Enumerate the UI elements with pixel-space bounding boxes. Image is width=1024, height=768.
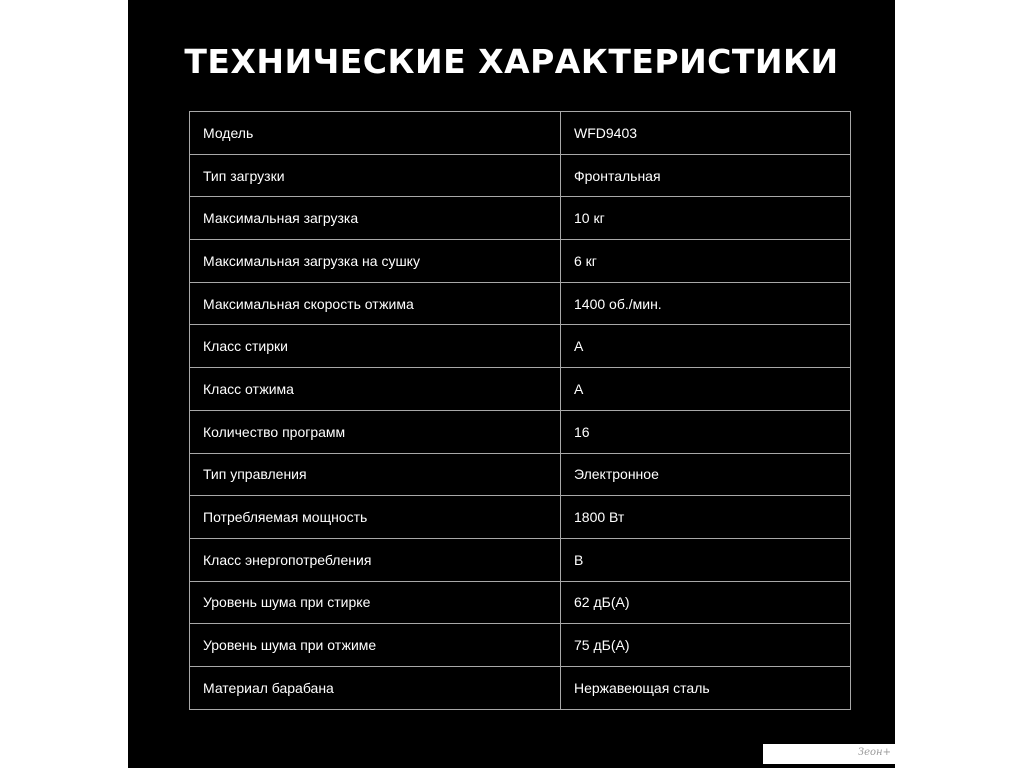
spec-label: Модель xyxy=(190,112,561,155)
spec-label: Потребляемая мощность xyxy=(190,496,561,539)
spec-label: Класс стирки xyxy=(190,325,561,368)
table-row xyxy=(190,624,851,667)
spec-value: B xyxy=(561,538,851,581)
spec-value: 1800 Вт xyxy=(561,496,851,539)
table-row xyxy=(190,368,851,411)
spec-value: 62 дБ(А) xyxy=(561,581,851,624)
specs-table xyxy=(189,111,851,710)
spec-label: Максимальная загрузка на сушку xyxy=(190,240,561,283)
spec-label: Тип управления xyxy=(190,453,561,496)
spec-label: Количество программ xyxy=(190,410,561,453)
spec-label: Класс энергопотребления xyxy=(190,538,561,581)
watermark-bar xyxy=(763,744,895,764)
spec-label: Класс отжима xyxy=(190,368,561,411)
spec-label: Уровень шума при отжиме xyxy=(190,624,561,667)
spec-label: Материал барабана xyxy=(190,666,561,709)
spec-label: Максимальная загрузка xyxy=(190,197,561,240)
spec-value: Электронное xyxy=(561,453,851,496)
spec-value: WFD9403 xyxy=(561,112,851,155)
spec-label: Уровень шума при стирке xyxy=(190,581,561,624)
spec-value: A xyxy=(561,325,851,368)
spec-label: Тип загрузки xyxy=(190,154,561,197)
table-row xyxy=(190,112,851,155)
table-row xyxy=(190,325,851,368)
spec-value: 6 кг xyxy=(561,240,851,283)
spec-value: A xyxy=(561,368,851,411)
spec-value: Нержавеющая сталь xyxy=(561,666,851,709)
table-row xyxy=(190,240,851,283)
spec-value: 10 кг xyxy=(561,197,851,240)
spec-value: Фронтальная xyxy=(561,154,851,197)
table-row xyxy=(190,666,851,709)
spec-value: 16 xyxy=(561,410,851,453)
table-row xyxy=(190,581,851,624)
page-title: ТЕХНИЧЕСКИЕ ХАРАКТЕРИСТИКИ xyxy=(184,42,839,81)
table-row xyxy=(190,282,851,325)
table-row xyxy=(190,197,851,240)
watermark-text: Зеон+ xyxy=(857,747,891,758)
specs-panel xyxy=(128,0,895,768)
table-row xyxy=(190,496,851,539)
table-row xyxy=(190,538,851,581)
table-row xyxy=(190,410,851,453)
spec-label: Максимальная скорость отжима xyxy=(190,282,561,325)
table-row xyxy=(190,154,851,197)
table-row xyxy=(190,453,851,496)
spec-value: 75 дБ(А) xyxy=(561,624,851,667)
spec-value: 1400 об./мин. xyxy=(561,282,851,325)
